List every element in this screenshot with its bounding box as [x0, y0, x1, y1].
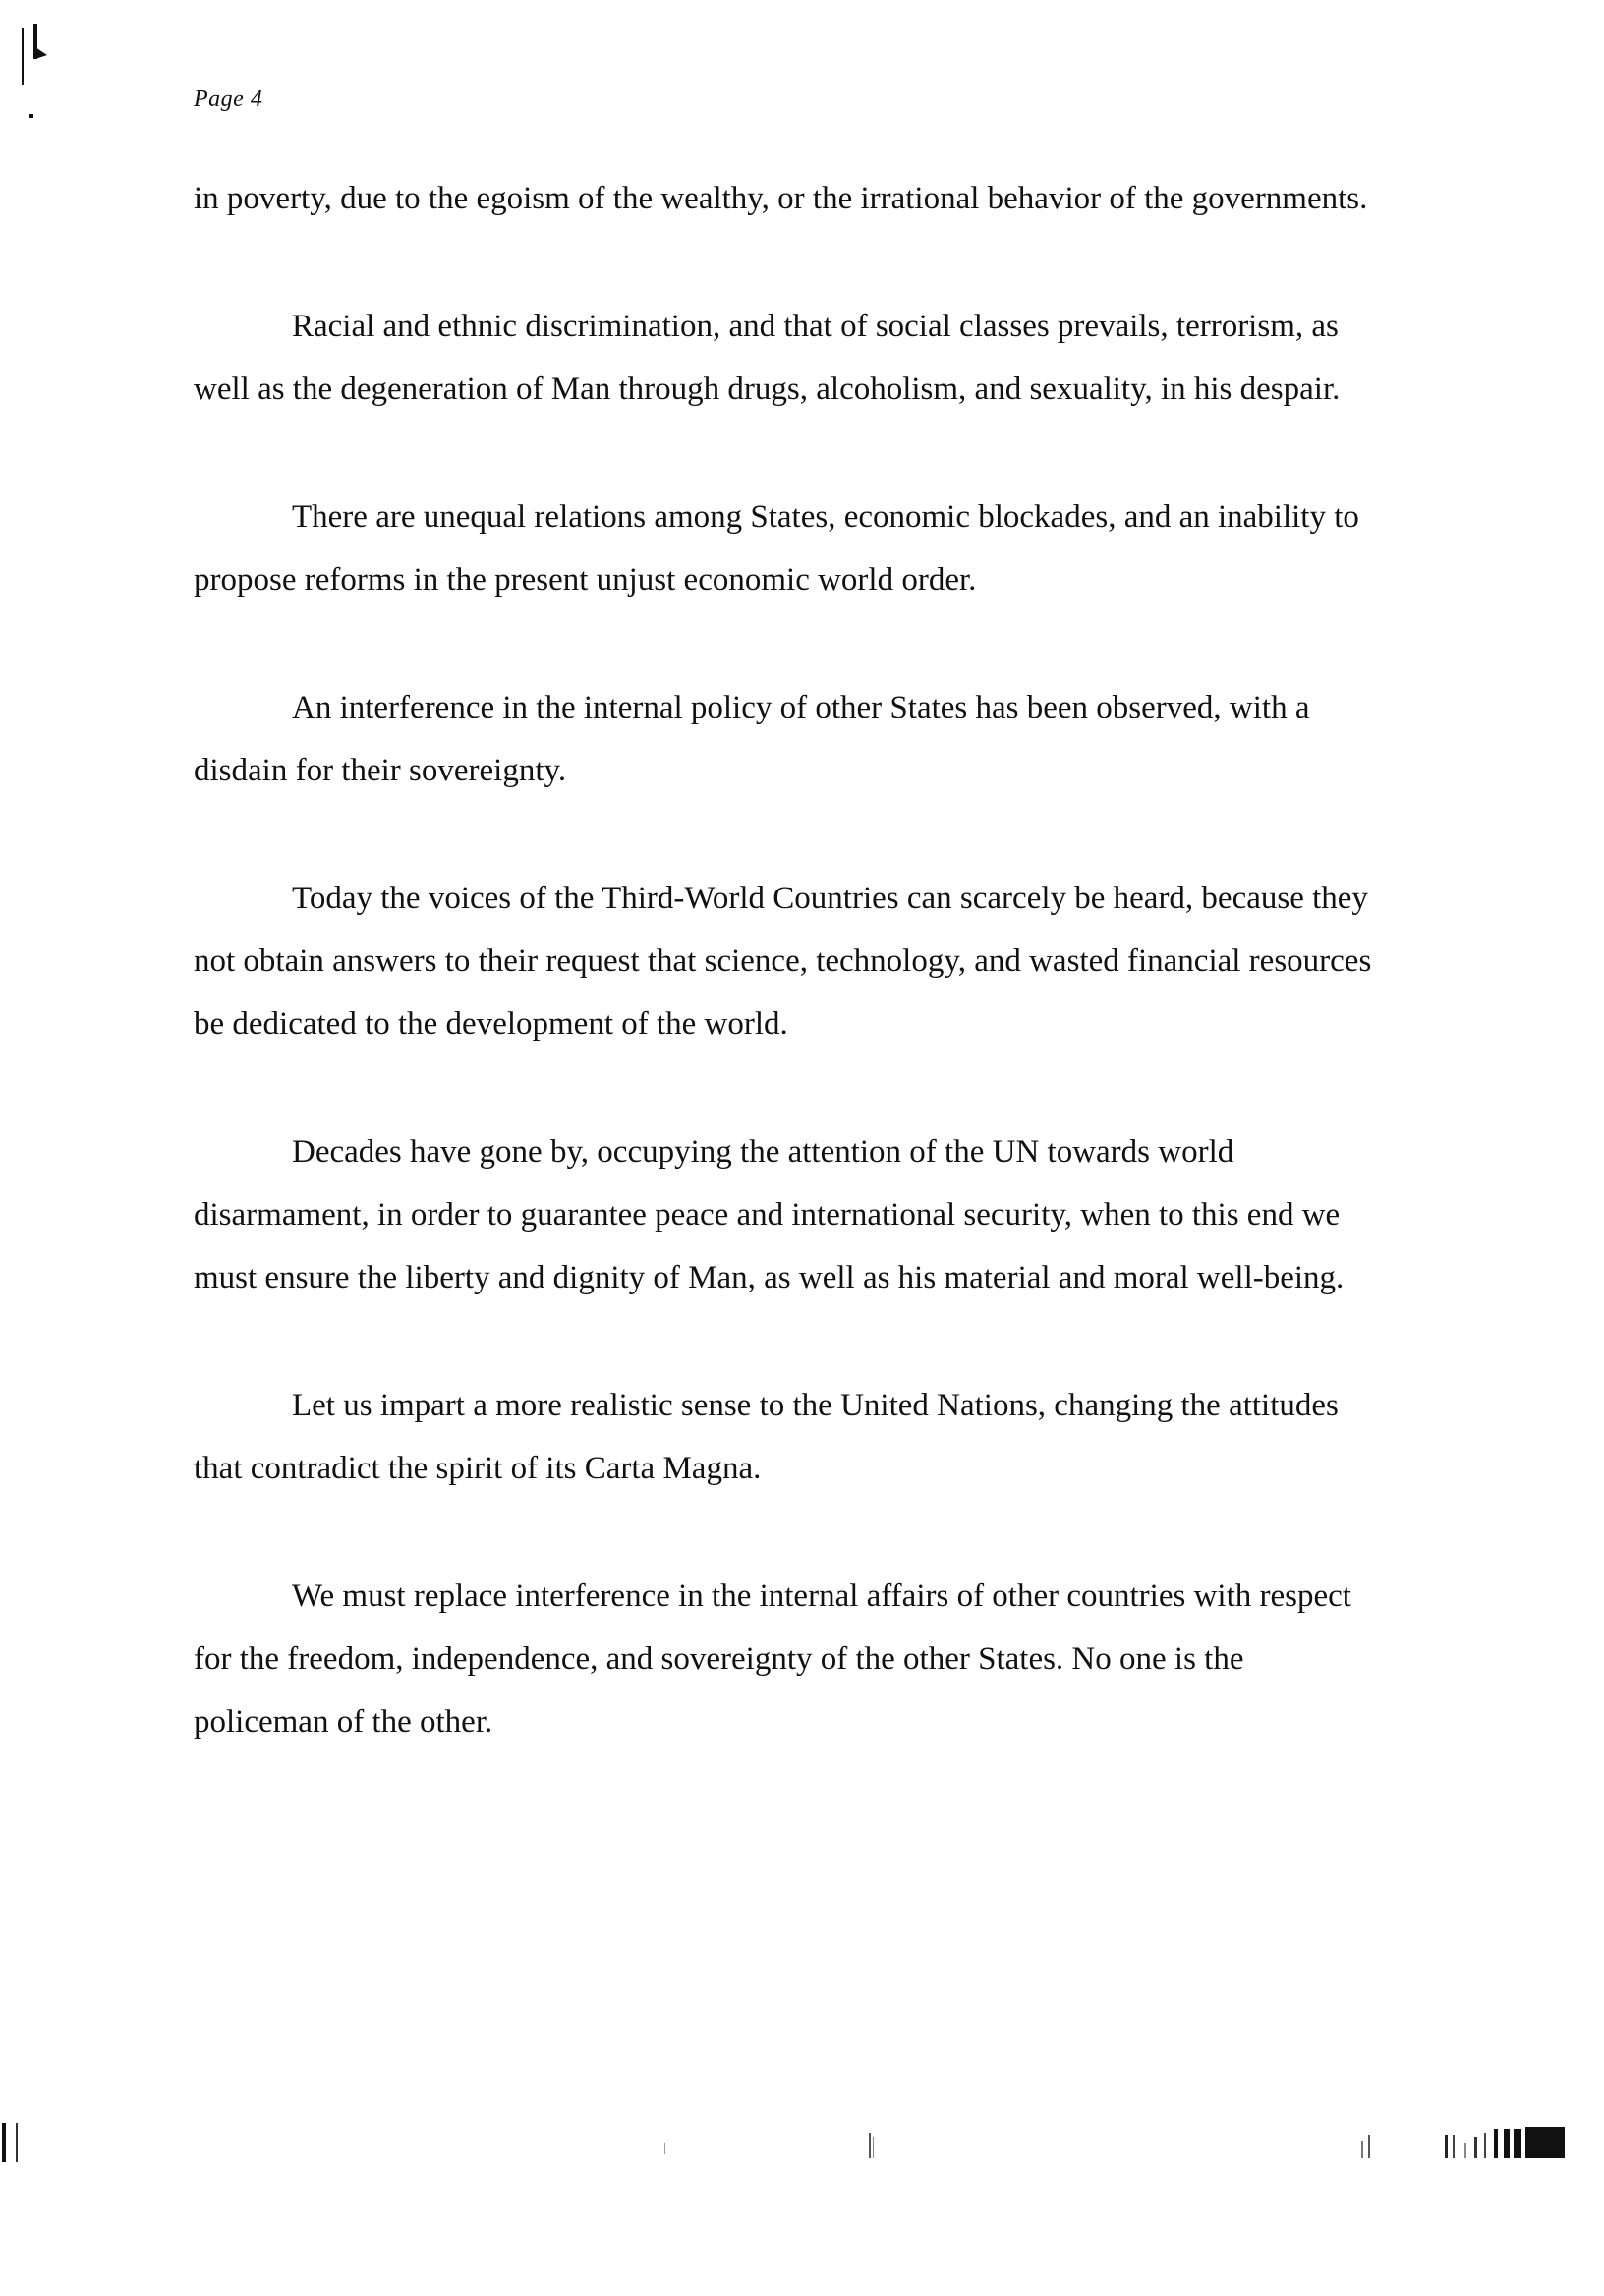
paragraph-8: We must replace interference in the internal affairs of other countries with respect for the freedom, independence, and sovereignty of the other States. No one is the policeman of the other.	[194, 1578, 1351, 1740]
paragraph-7: Let us impart a more realistic sense to the United Nations, changing the attitudes that contradict the spirit of its Carta Magna.	[194, 1388, 1339, 1486]
paragraph-6: Decades have gone by, occupying the attention of the UN towards world disarmament, in order to guarantee peace and international security, when to this end we must ensure the liberty and dignity of Man, as well as his material and moral well-being.	[194, 1134, 1345, 1295]
paragraph-4: An interference in the internal policy of other States has been observed, with a disdain for their sovereignty.	[194, 690, 1310, 788]
scan-artifact-bottom-strip	[0, 2103, 1604, 2162]
document-body	[194, 167, 1383, 1818]
paragraph-2: Racial and ethnic discrimination, and that of social classes prevails, terrorism, as well as the degeneration of Man through drugs, alcoholism, and sexuality, in his despair.	[194, 309, 1341, 407]
scan-artifact-top-left	[22, 18, 81, 126]
page-number: Page 4	[194, 86, 263, 112]
paragraph-1: in poverty, due to the egoism of the wealthy, or the irrational behavior of the governments.	[194, 181, 1368, 216]
paragraph-5: Today the voices of the Third-World Countries can scarcely be heard, because they not obtain answers to their request that science, technology, and wasted financial resources be dedicated to the development of the world.	[194, 881, 1372, 1042]
paragraph-3: There are unequal relations among States, economic blockades, and an inability to propose reforms in the present unjust economic world order.	[194, 499, 1359, 598]
